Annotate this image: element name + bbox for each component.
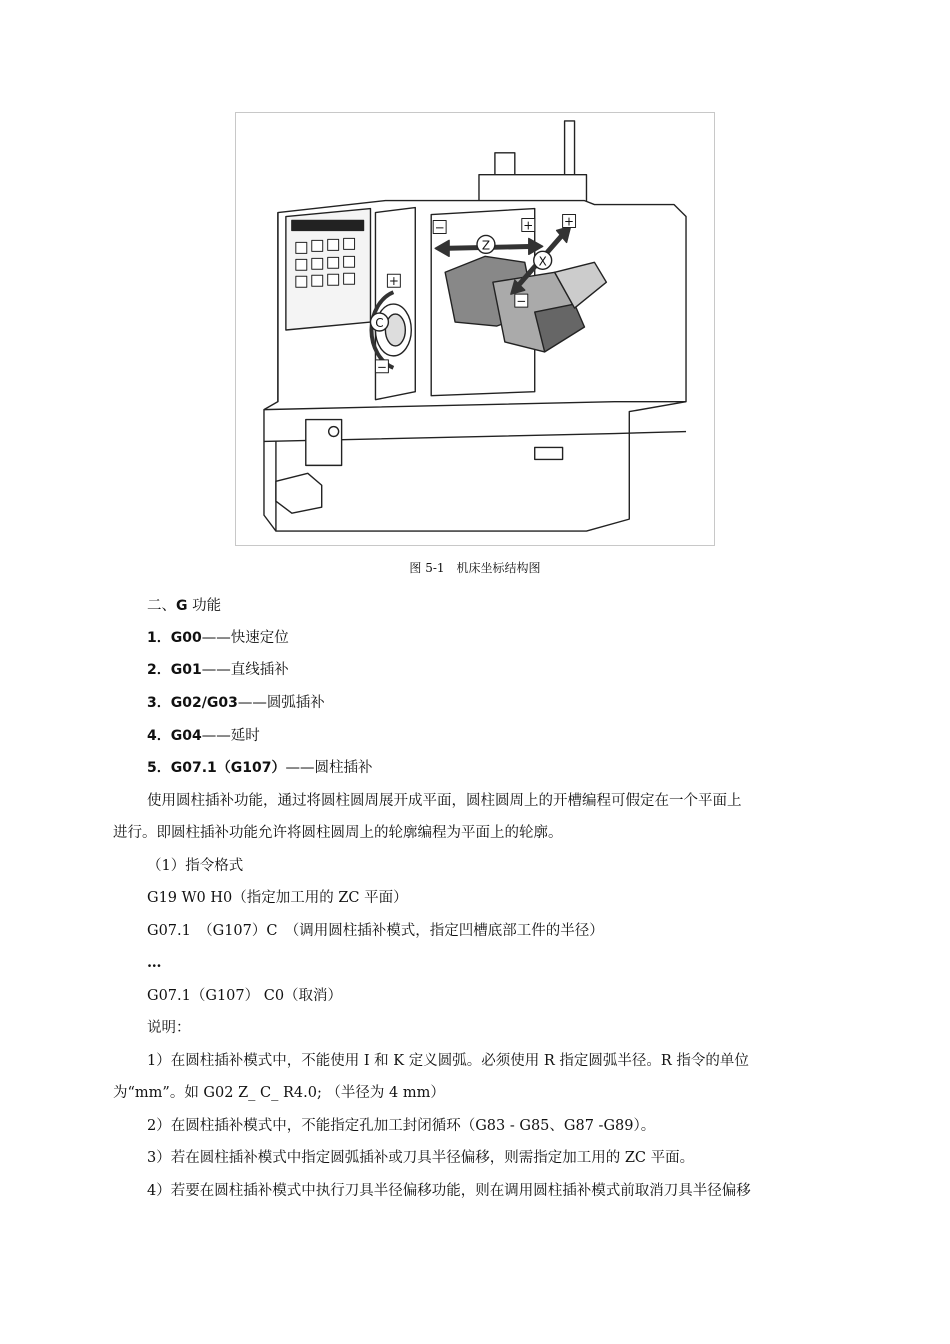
machine-figure [235,112,715,546]
item-code: G02/G03 [170,695,238,711]
minus-sign: − [376,359,387,374]
format-line: G07.1 （G107）C （调用圆柱插补模式，指定凹槽底部工件的半径） [147,923,604,939]
minus-sign: − [434,220,445,235]
item-number: 4． [147,728,171,744]
item-code: G07.1（G107） [170,760,286,776]
note-line: 2）在圆柱插补模式中，不能指定孔加工封闭循环（G83 - G85、G87 -G89）。 [147,1118,656,1134]
item-text: ——圆弧插补 [237,695,325,711]
plus-sign: + [388,274,399,289]
list-item [147,660,289,680]
list-item [147,693,325,713]
heading-bold: G [176,598,188,614]
format-line: G07.1（G107） C0（取消） [147,988,343,1004]
notes-heading: 说明： [147,1020,191,1036]
plus-sign: + [523,218,534,233]
paragraph-line: 进行。即圆柱插补功能允许将圆柱圆周上的轮廓编程为平面上的轮廓。 [113,825,563,841]
note-line: 3）若在圆柱插补模式中指定圆弧插补或刀具半径偏移，则需指定加工用的 ZC 平面。 [147,1150,695,1166]
item-code: G00 [170,630,202,646]
item-number: 1． [147,630,171,646]
item-number: 3． [147,695,171,711]
figure-caption: 图 5-1 机床坐标结构图 [409,561,541,575]
heading-prefix: 二、 [147,598,176,614]
heading-rest: 功能 [187,598,222,614]
item-code: G01 [170,662,202,678]
item-text: ——延时 [201,728,260,744]
list-item [147,726,260,746]
item-text: ——快速定位 [201,630,289,646]
format-heading: （1）指令格式 [147,858,244,874]
paragraph-line: 使用圆柱插补功能，通过将圆柱圆周展开成平面，圆柱圆周上的开槽编程可假定在一个平面上 [147,793,742,809]
plus-sign: + [564,214,575,229]
item-text: ——直线插补 [201,662,289,678]
format-line: … [147,954,162,971]
note-line: 4）若要在圆柱插补模式中执行刀具半径偏移功能，则在调用圆柱插补模式前取消刀具半径偏移 [147,1183,751,1199]
axis-z-label: Z [481,238,491,253]
item-text: ——圆柱插补 [285,760,373,776]
lathe-illustration [236,113,714,545]
section-heading [147,596,221,616]
item-number: 5． [147,760,171,776]
item-code: G04 [170,728,202,744]
format-line: G19 W0 H0（指定加工用的 ZC 平面） [147,890,408,906]
axis-c-label: C [375,316,384,331]
list-item [147,758,373,778]
item-number: 2． [147,662,171,678]
list-item [147,628,289,648]
note-line: 为“mm”。如 G02 Z_ C_ R4.0; （半径为 4 mm） [113,1085,445,1101]
axis-x-label: X [538,254,547,269]
note-line: 1）在圆柱插补模式中，不能使用 I 和 K 定义圆弧。必须使用 R 指定圆弧半径。R 指令的单位 [147,1053,749,1069]
minus-sign: − [516,294,527,309]
